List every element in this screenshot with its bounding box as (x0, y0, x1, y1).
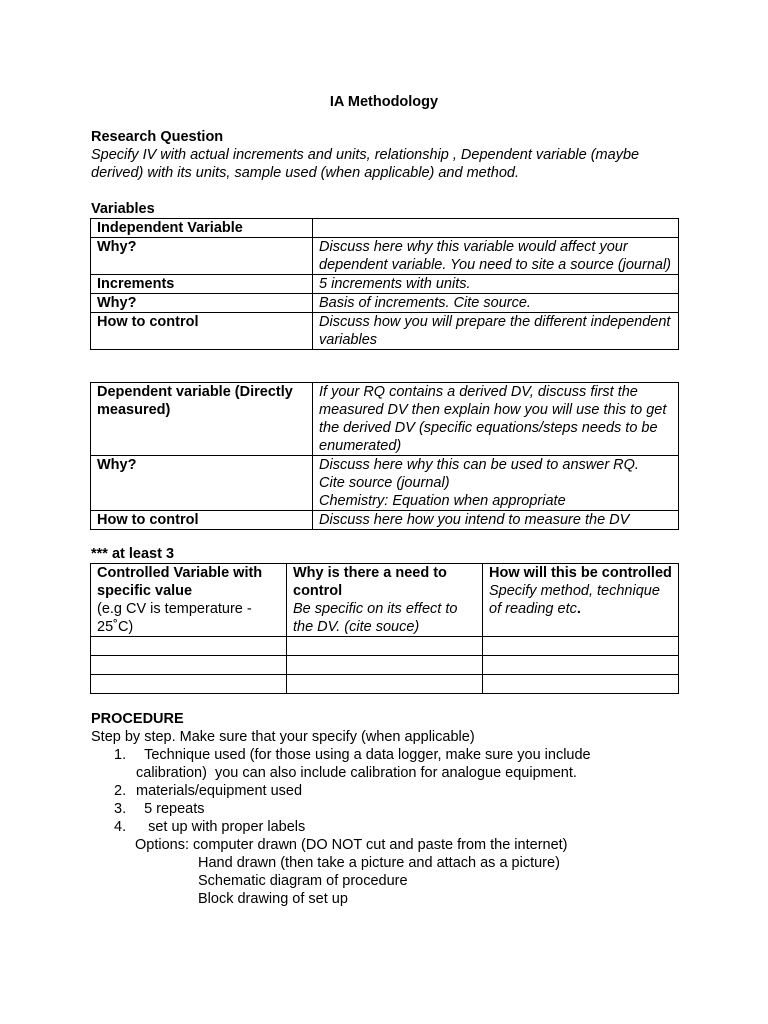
iv-label: Independent Variable (91, 219, 313, 238)
dv-why-label: Why? (91, 456, 313, 511)
dv-table (90, 382, 679, 530)
table-row (91, 675, 679, 694)
cv-header-variable-title: Controlled Variable with specific value (97, 565, 263, 599)
table-cell[interactable] (91, 656, 287, 675)
procedure-section (91, 710, 691, 908)
dv-why-value (313, 456, 679, 511)
list-item (91, 818, 691, 836)
cv-note: *** at least 3 (91, 546, 175, 562)
iv-why-label: Why? (91, 238, 313, 275)
cv-header-variable (91, 564, 287, 637)
table-row (91, 656, 679, 675)
table-row (91, 313, 679, 350)
iv-control-value: Discuss how you will prepare the different independent variables (313, 313, 679, 350)
table-row (91, 511, 679, 530)
table-cell[interactable] (91, 675, 287, 694)
table-header-row (91, 564, 679, 637)
table-row (91, 238, 679, 275)
dv-why-line: Chemistry: Equation when appropriate (319, 493, 566, 509)
procedure-heading: PROCEDURE (91, 711, 184, 727)
iv-why-value: Discuss here why this variable would affect your dependent variable. You need to site a source (journal) (313, 238, 679, 275)
list-number: 4. (114, 819, 127, 835)
dv-value: If your RQ contains a derived DV, discuss first the measured DV then explain how you will use this to get the derived DV (specific equations/steps needs to be enumerated) (313, 383, 679, 456)
table-cell[interactable] (483, 656, 679, 675)
option-item: computer drawn (DO NOT cut and paste from the internet) (193, 837, 568, 853)
option-item: Schematic diagram of procedure (198, 873, 408, 889)
cv-header-how-suffix: . (576, 601, 581, 617)
page-title: IA Methodology (329, 94, 439, 110)
cv-header-how-note (489, 582, 672, 618)
cv-header-how-text: Specify method, technique of reading etc (489, 583, 660, 617)
cv-header-why (287, 564, 483, 637)
increments-value: 5 increments with units. (313, 275, 679, 294)
table-cell[interactable] (483, 637, 679, 656)
list-number: 2. (114, 783, 127, 799)
increments-label: Increments (91, 275, 313, 294)
list-text: set up with proper labels (136, 819, 306, 835)
cv-header-why-title: Why is there a need to control (293, 565, 447, 599)
table-cell[interactable] (287, 637, 483, 656)
iv-value (313, 219, 679, 238)
table-row (91, 294, 679, 313)
dv-label: Dependent variable (Directly measured) (91, 383, 313, 456)
increments-why-label: Why? (91, 294, 313, 313)
iv-control-label: How to control (91, 313, 313, 350)
list-text: 5 repeats (136, 801, 205, 817)
procedure-intro: Step by step. Make sure that your specify (when applicable) (91, 729, 475, 745)
iv-table (90, 218, 679, 350)
table-row (91, 219, 679, 238)
table-cell[interactable] (91, 637, 287, 656)
cv-table (90, 563, 679, 694)
research-section (91, 128, 691, 182)
table-cell[interactable] (287, 656, 483, 675)
list-item (91, 782, 691, 800)
table-row (91, 637, 679, 656)
research-heading: Research Question (91, 129, 224, 145)
options-label: Options: (135, 837, 189, 853)
dv-why-line: Discuss here why this can be used to answer RQ. (319, 457, 639, 473)
option-item: Hand drawn (then take a picture and attach as a picture) (198, 855, 560, 871)
cv-header-how (483, 564, 679, 637)
research-body: Specify IV with actual increments and units, relationship , Dependent variable (maybe derived) with its units, sample used (when applicable) and method. (91, 147, 640, 181)
list-item (91, 800, 691, 818)
dv-control-value: Discuss here how you intend to measure the DV (313, 511, 679, 530)
table-cell[interactable] (483, 675, 679, 694)
table-cell[interactable] (287, 675, 483, 694)
variables-heading: Variables (91, 201, 155, 217)
list-text: materials/equipment used (136, 783, 303, 799)
options-line (91, 836, 691, 854)
increments-why-value: Basis of increments. Cite source. (313, 294, 679, 313)
table-row (91, 275, 679, 294)
table-row (91, 456, 679, 511)
table-row (91, 383, 679, 456)
option-item: Block drawing of set up (198, 891, 348, 907)
dv-control-label: How to control (91, 511, 313, 530)
cv-header-why-note: Be specific on its effect to the DV. (cite souce) (293, 601, 458, 635)
list-number: 3. (114, 801, 127, 817)
cv-header-how-title: How will this be controlled (489, 565, 672, 581)
list-number: 1. (114, 747, 127, 763)
dv-why-line: Cite source (journal) (319, 475, 450, 491)
cv-header-variable-note: (e.g CV is temperature - 25˚C) (97, 601, 252, 635)
list-text: Technique used (for those using a data logger, make sure you include calibration) you can also include calibration for analogue equipment. (136, 747, 595, 781)
list-item (91, 746, 691, 782)
